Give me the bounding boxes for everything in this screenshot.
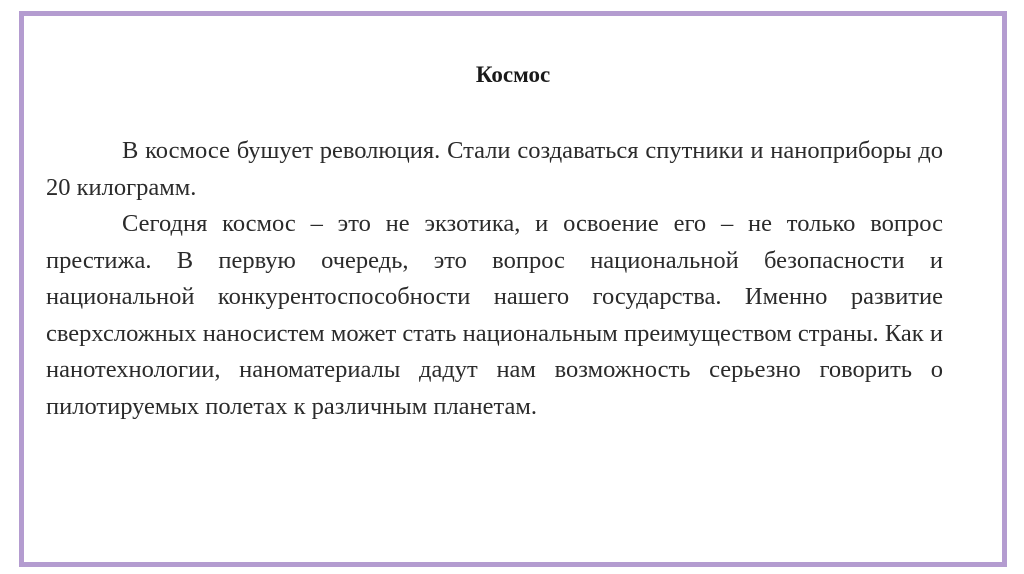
- paragraph-national-security: Сегодня космос – это не экзотика, и освоение его – не только вопрос престижа. В первую очередь, это вопрос национальной безопасности и национальной конкурентоспособности нашего государства. Именно развитие сверхсложных наносистем может стать национальным преимуществом страны. Как и нанотехнологии, наноматериалы дадут нам возможность серьезно говорить о пилотируемых полетах к различным планетам.: [46, 210, 943, 420]
- paragraph-revolution: В космосе бушует революция. Стали создаваться спутники и наноприборы до 20 килограмм.: [46, 137, 943, 201]
- slide-title: Космос: [475, 62, 551, 87]
- slide-body: [46, 133, 943, 425]
- slide-frame: [19, 11, 1007, 567]
